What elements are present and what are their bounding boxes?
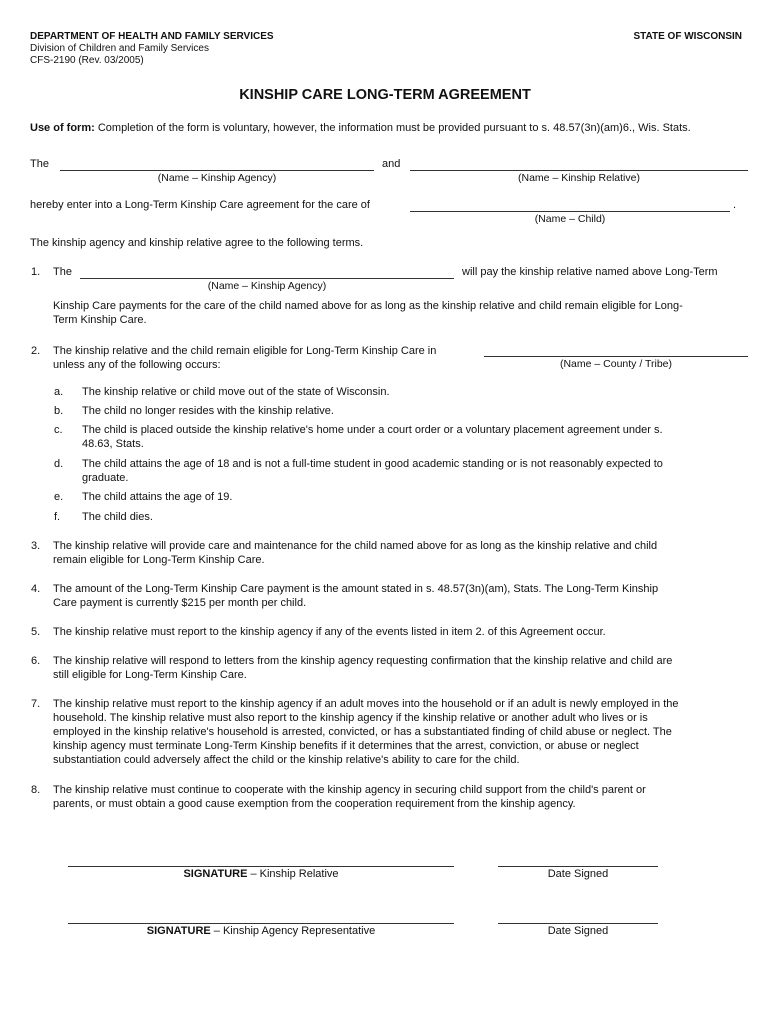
sub-item-b-text: The child no longer resides with the kinship relative. bbox=[82, 405, 334, 417]
page-title: KINSHIP CARE LONG-TERM AGREEMENT bbox=[239, 87, 531, 103]
item-7-line-5: substantiation could adversely affect the child or the kinship relative's ability to care for the child. bbox=[53, 754, 520, 766]
sub-item-c-letter: c. bbox=[54, 424, 63, 436]
item-2-number: 2. bbox=[31, 345, 41, 357]
item-8-number: 8. bbox=[31, 784, 41, 796]
kinship-relative-field[interactable] bbox=[410, 170, 748, 171]
item-2-line-2: unless any of the following occurs: bbox=[53, 359, 221, 371]
use-of-form-text: Completion of the form is voluntary, however, the information must be provided pursuant to s. 48.57(3n)(am)6., Wis. Stats. bbox=[97, 122, 691, 134]
item-1-agency-caption: (Name – Kinship Agency) bbox=[207, 280, 327, 292]
sub-item-c-line-2: 48.63, Stats. bbox=[82, 438, 144, 450]
item-2-line-1: The kinship relative and the child remain eligible for Long-Term Kinship Care in bbox=[53, 345, 437, 357]
county-tribe-field[interactable] bbox=[484, 356, 748, 357]
item-3-number: 3. bbox=[31, 540, 41, 552]
item-3-line-2: remain eligible for Long-Term Kinship Care. bbox=[53, 554, 265, 566]
item-7-line-3: employed in the kinship relative's household is arrested, convicted, or has a substantiated finding of child abuse or neglect. The bbox=[53, 726, 672, 738]
department-name: DEPARTMENT OF HEALTH AND FAMILY SERVICES bbox=[30, 31, 274, 42]
relative-signature-caption bbox=[68, 868, 454, 881]
item-3-line-1: The kinship relative will provide care and maintenance for the child named above for as long as the kinship relative and child bbox=[53, 540, 658, 552]
item-4-number: 4. bbox=[31, 583, 41, 595]
child-name-field[interactable] bbox=[410, 211, 730, 212]
agency-signature-field[interactable] bbox=[68, 923, 454, 924]
kinship-agency-caption: (Name – Kinship Agency) bbox=[157, 172, 277, 184]
sub-item-b-letter: b. bbox=[54, 405, 64, 417]
county-tribe-caption: (Name – County / Tribe) bbox=[559, 358, 673, 370]
agency-signature-caption bbox=[68, 925, 454, 938]
sub-item-e-text: The child attains the age of 19. bbox=[82, 491, 233, 503]
sub-item-f-letter: f. bbox=[54, 511, 61, 523]
item-8-line-2: parents, or must obtain a good cause exemption from the cooperation requirement from the kinship agency. bbox=[53, 798, 576, 810]
item-5-number: 5. bbox=[31, 626, 41, 638]
relative-signature-word: SIGNATURE bbox=[183, 868, 248, 880]
agency-signature-word: SIGNATURE bbox=[146, 925, 211, 937]
sub-item-d-line-1: The child attains the age of 18 and is not a full-time student in good academic standing or is not reasonably expected to bbox=[82, 458, 663, 470]
item-6-line-2: still eligible for Long-Term Kinship Care. bbox=[53, 669, 247, 681]
item-8-line-1: The kinship relative must continue to cooperate with the kinship agency in securing child support from the child's parent or bbox=[53, 784, 646, 796]
kinship-agency-field[interactable] bbox=[60, 170, 374, 171]
hereby-text: hereby enter into a Long-Term Kinship Care agreement for the care of bbox=[30, 199, 370, 211]
item-5-line-1: The kinship relative must report to the kinship agency if any of the events listed in item 2. of this Agreement occur. bbox=[53, 626, 606, 638]
form-id: CFS-2190 (Rev. 03/2005) bbox=[30, 55, 144, 66]
use-of-form bbox=[30, 121, 691, 135]
sub-item-d-line-2: graduate. bbox=[82, 472, 129, 484]
agency-signature-rest: – Kinship Agency Representative bbox=[210, 925, 376, 937]
division-name: Division of Children and Family Services bbox=[30, 43, 209, 54]
agency-date-field[interactable] bbox=[498, 923, 658, 924]
item-1-number: 1. bbox=[31, 266, 41, 278]
sub-item-d-letter: d. bbox=[54, 458, 64, 470]
state-label: STATE OF WISCONSIN bbox=[633, 31, 742, 42]
sub-item-c-line-1: The child is placed outside the kinship relative's home under a court order or a voluntary placement agreement under s. bbox=[82, 424, 663, 436]
item-1-tail: will pay the kinship relative named above Long-Term bbox=[462, 266, 718, 278]
sub-item-e-letter: e. bbox=[54, 491, 64, 503]
item-7-line-1: The kinship relative must report to the kinship agency if an adult moves into the household or if an adult is newly employed in the bbox=[53, 698, 679, 710]
agency-date-caption: Date Signed bbox=[547, 925, 609, 937]
item-4-line-1: The amount of the Long-Term Kinship Care payment is the amount stated in s. 48.57(3n)(am), Stats. The Long-Term Kinship bbox=[53, 583, 659, 595]
and-label: and bbox=[382, 158, 401, 170]
item-7-line-4: kinship agency must terminate Long-Term Kinship benefits if it determines that the arrest, conviction, or abuse or neglect bbox=[53, 740, 639, 752]
item-1-line-1: Kinship Care payments for the care of the child named above for as long as the kinship relative and child remain eligible for Long- bbox=[53, 300, 683, 312]
use-of-form-label: Use of form: bbox=[30, 122, 95, 134]
relative-date-field[interactable] bbox=[498, 866, 658, 867]
item-6-line-1: The kinship relative will respond to letters from the kinship agency requesting confirmation that the kinship relative and child are bbox=[53, 655, 673, 667]
relative-date-caption: Date Signed bbox=[547, 868, 609, 880]
item-6-number: 6. bbox=[31, 655, 41, 667]
child-period: . bbox=[733, 199, 737, 211]
item-1-line-2: Term Kinship Care. bbox=[53, 314, 147, 326]
item-4-line-2: Care payment is currently $215 per month per child. bbox=[53, 597, 307, 609]
relative-signature-field[interactable] bbox=[68, 866, 454, 867]
relative-signature-rest: – Kinship Relative bbox=[247, 868, 339, 880]
child-caption: (Name – Child) bbox=[534, 213, 606, 225]
item-1-the: The bbox=[53, 266, 72, 278]
agree-text: The kinship agency and kinship relative agree to the following terms. bbox=[30, 237, 364, 249]
the-label: The bbox=[30, 158, 49, 170]
kinship-relative-caption: (Name – Kinship Relative) bbox=[518, 172, 640, 184]
item-7-line-2: household. The kinship relative must also report to the kinship agency if the kinship relative or another adult who lives or is bbox=[53, 712, 648, 724]
sub-item-a-text: The kinship relative or child move out of the state of Wisconsin. bbox=[82, 386, 390, 398]
item-1-agency-field[interactable] bbox=[80, 278, 454, 279]
sub-item-f-text: The child dies. bbox=[82, 511, 153, 523]
sub-item-a-letter: a. bbox=[54, 386, 64, 398]
item-7-number: 7. bbox=[31, 698, 41, 710]
